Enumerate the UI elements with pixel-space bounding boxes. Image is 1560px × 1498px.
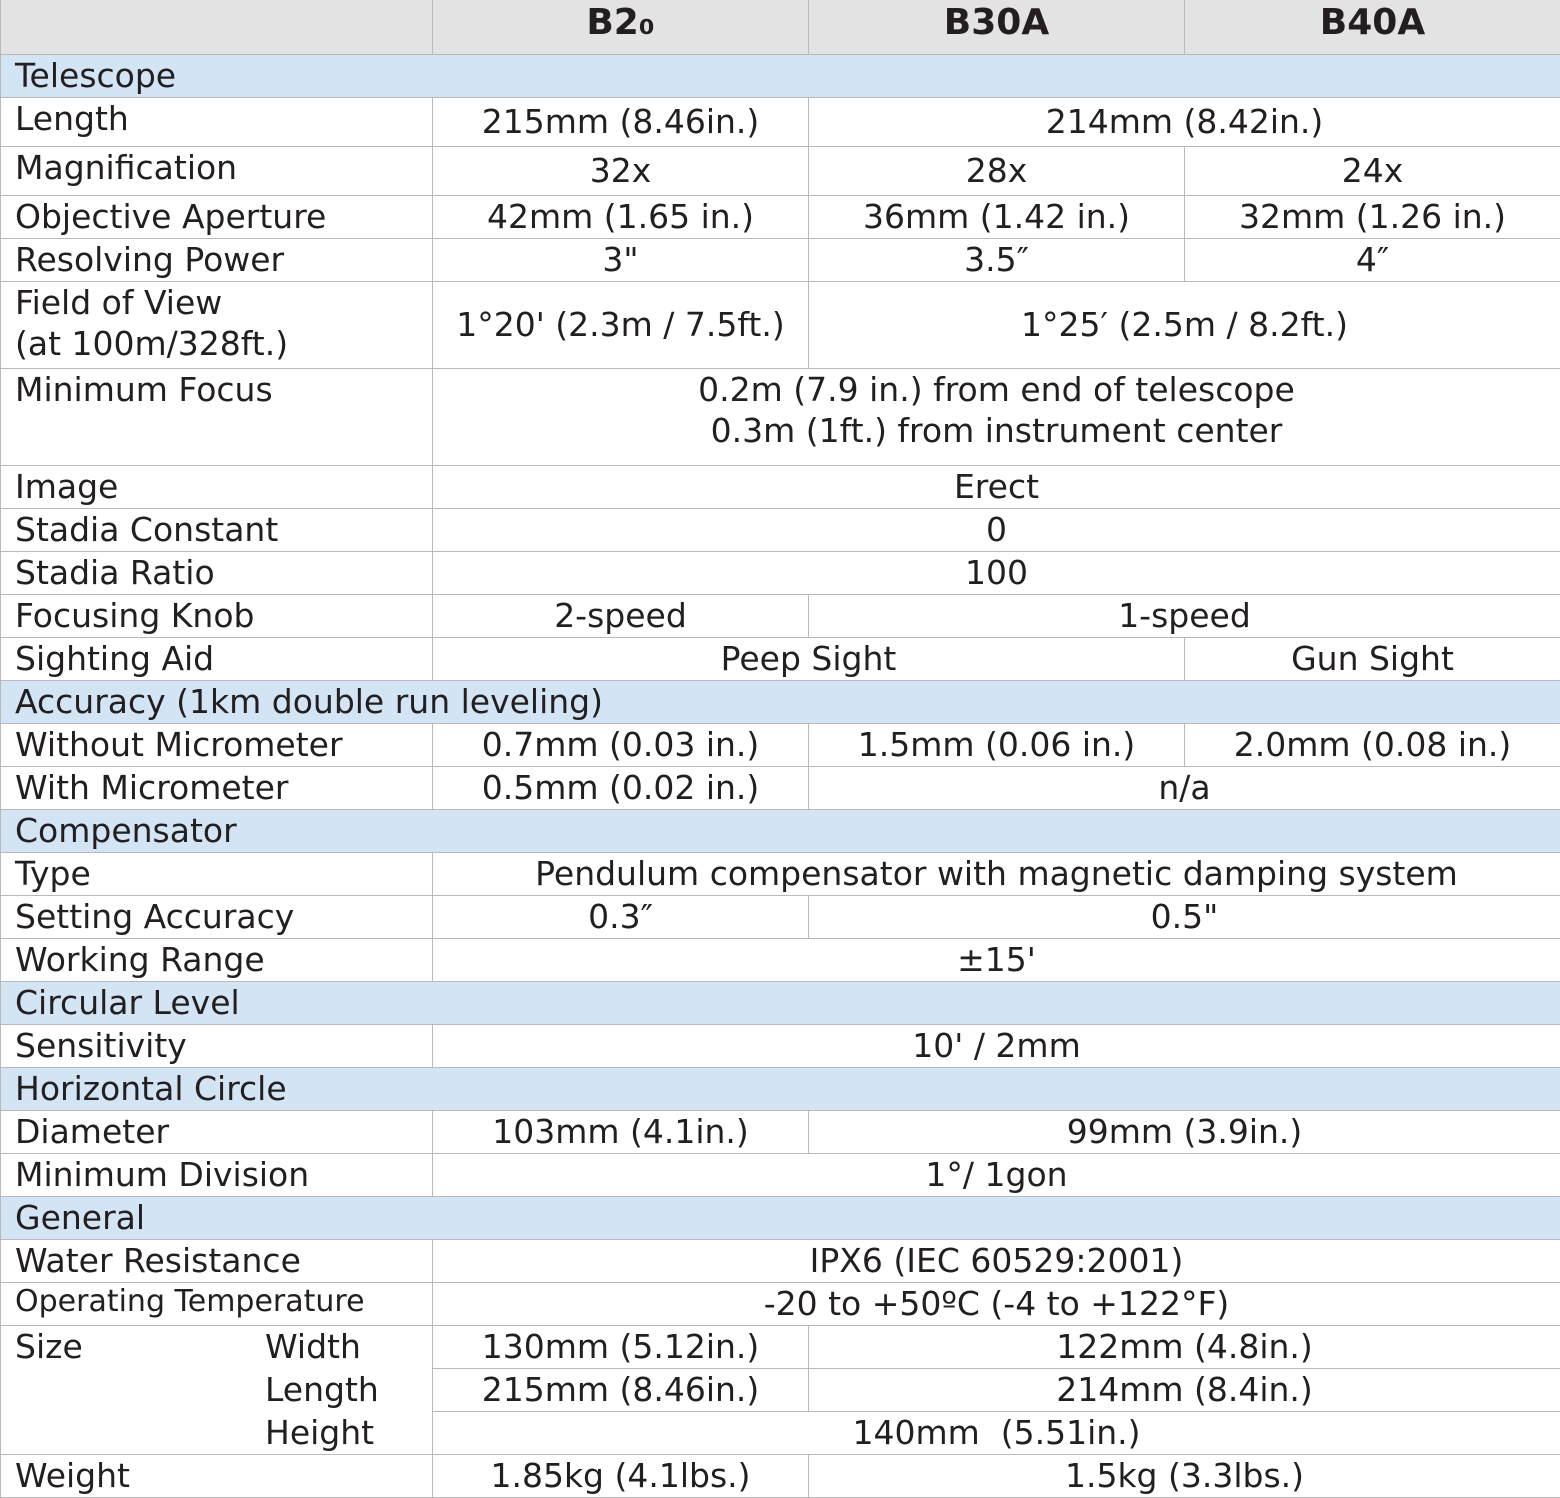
value-b30: 1.5mm (0.06 in.) bbox=[809, 724, 1185, 767]
row-label: Setting Accuracy bbox=[1, 896, 433, 939]
row-label bbox=[1, 1369, 433, 1412]
size-dim-label: Height bbox=[265, 1412, 374, 1453]
row-image bbox=[1, 466, 1560, 509]
value-all: IPX6 (IEC 60529:2001) bbox=[433, 1240, 1560, 1283]
row-minimum-division bbox=[1, 1154, 1560, 1197]
value-b40: 2.0mm (0.08 in.) bbox=[1185, 724, 1560, 767]
row-label: Operating Temperature bbox=[1, 1283, 433, 1326]
value-b40: 4″ bbox=[1185, 239, 1560, 282]
section-title: Accuracy (1km double run leveling) bbox=[1, 681, 1560, 724]
value-b30: 28x bbox=[809, 147, 1185, 196]
value-b40: 32mm (1.26 in.) bbox=[1185, 196, 1560, 239]
row-sighting-aid bbox=[1, 638, 1560, 681]
row-size-width bbox=[1, 1326, 1560, 1369]
row-label: Type bbox=[1, 853, 433, 896]
row-label: Length bbox=[1, 98, 433, 147]
row-field-of-view bbox=[1, 282, 1560, 369]
row-label: Sensitivity bbox=[1, 1025, 433, 1068]
section-circular-level bbox=[1, 982, 1560, 1025]
section-title: General bbox=[1, 1197, 1560, 1240]
header-model-b30a: B30A bbox=[809, 0, 1185, 55]
row-label-line1: Field of View bbox=[15, 282, 432, 323]
row-type bbox=[1, 853, 1560, 896]
section-horizontal-circle bbox=[1, 1068, 1560, 1111]
row-label: Minimum Division bbox=[1, 1154, 433, 1197]
value-all: Pendulum compensator with magnetic damping system bbox=[433, 853, 1560, 896]
value-b30-b40: 0.5" bbox=[809, 896, 1560, 939]
row-label: Weight bbox=[1, 1455, 433, 1498]
row-label: Image bbox=[1, 466, 433, 509]
header-model-b40a: B40A bbox=[1185, 0, 1560, 55]
value-all: 10' / 2mm bbox=[433, 1025, 1560, 1068]
size-label: Size bbox=[15, 1326, 265, 1367]
value-all: 140mm (5.51in.) bbox=[433, 1412, 1560, 1455]
row-label-line2: (at 100m/328ft.) bbox=[15, 323, 432, 364]
value-all: -20 to +50ºC (-4 to +122°F) bbox=[433, 1283, 1560, 1326]
row-label bbox=[1, 1412, 433, 1455]
value-b20-b30: Peep Sight bbox=[433, 638, 1185, 681]
value-b30: 3.5″ bbox=[809, 239, 1185, 282]
value-b20: 215mm (8.46in.) bbox=[433, 1369, 809, 1412]
size-dim-label: Length bbox=[265, 1369, 379, 1410]
row-sensitivity bbox=[1, 1025, 1560, 1068]
row-label: With Micrometer bbox=[1, 767, 433, 810]
row-objective-aperture bbox=[1, 196, 1560, 239]
row-label: Water Resistance bbox=[1, 1240, 433, 1283]
value-all: 1°/ 1gon bbox=[433, 1154, 1560, 1197]
row-label: Focusing Knob bbox=[1, 595, 433, 638]
value-b30-b40: 1.5kg (3.3lbs.) bbox=[809, 1455, 1560, 1498]
value-b20: 1.85kg (4.1lbs.) bbox=[433, 1455, 809, 1498]
row-resolving-power bbox=[1, 239, 1560, 282]
value-b30-b40: 214mm (8.4in.) bbox=[809, 1369, 1560, 1412]
row-label: Stadia Constant bbox=[1, 509, 433, 552]
value-b20: 2-speed bbox=[433, 595, 809, 638]
section-title: Telescope bbox=[1, 55, 1560, 98]
row-label: Magnification bbox=[1, 147, 433, 196]
row-without-micrometer bbox=[1, 724, 1560, 767]
value-b30-b40: 99mm (3.9in.) bbox=[809, 1111, 1560, 1154]
row-working-range bbox=[1, 939, 1560, 982]
row-label: Stadia Ratio bbox=[1, 552, 433, 595]
value-b30-b40: 1-speed bbox=[809, 595, 1560, 638]
value-b30-b40: n/a bbox=[809, 767, 1560, 810]
value-all bbox=[433, 369, 1560, 466]
value-b20: 103mm (4.1in.) bbox=[433, 1111, 809, 1154]
section-general bbox=[1, 1197, 1560, 1240]
row-stadia-constant bbox=[1, 509, 1560, 552]
value-line1: 0.2m (7.9 in.) from end of telescope bbox=[433, 369, 1560, 410]
row-label bbox=[1, 282, 433, 369]
row-size-height bbox=[1, 1412, 1560, 1455]
value-b30-b40: 1°25′ (2.5m / 8.2ft.) bbox=[809, 282, 1560, 369]
value-all: Erect bbox=[433, 466, 1560, 509]
value-b20: 32x bbox=[433, 147, 809, 196]
section-title: Compensator bbox=[1, 810, 1560, 853]
row-length bbox=[1, 98, 1560, 147]
value-b20: 1°20' (2.3m / 7.5ft.) bbox=[433, 282, 809, 369]
value-all: 100 bbox=[433, 552, 1560, 595]
section-telescope bbox=[1, 55, 1560, 98]
row-water-resistance bbox=[1, 1240, 1560, 1283]
value-b40: Gun Sight bbox=[1185, 638, 1560, 681]
row-label: Without Micrometer bbox=[1, 724, 433, 767]
section-compensator bbox=[1, 810, 1560, 853]
value-b20: 0.3″ bbox=[433, 896, 809, 939]
row-with-micrometer bbox=[1, 767, 1560, 810]
row-label: Resolving Power bbox=[1, 239, 433, 282]
row-diameter bbox=[1, 1111, 1560, 1154]
value-b20: 0.7mm (0.03 in.) bbox=[433, 724, 809, 767]
row-operating-temperature bbox=[1, 1283, 1560, 1326]
row-magnification bbox=[1, 147, 1560, 196]
section-accuracy bbox=[1, 681, 1560, 724]
row-stadia-ratio bbox=[1, 552, 1560, 595]
value-b30-b40: 214mm (8.42in.) bbox=[809, 98, 1560, 147]
header-model-b20: B2₀ bbox=[433, 0, 809, 55]
row-weight bbox=[1, 1455, 1560, 1498]
header-corner bbox=[1, 0, 433, 55]
value-b30: 36mm (1.42 in.) bbox=[809, 196, 1185, 239]
row-label: Diameter bbox=[1, 1111, 433, 1154]
value-b20: 3" bbox=[433, 239, 809, 282]
value-b20: 42mm (1.65 in.) bbox=[433, 196, 809, 239]
value-b30-b40: 122mm (4.8in.) bbox=[809, 1326, 1560, 1369]
row-setting-accuracy bbox=[1, 896, 1560, 939]
value-b20: 0.5mm (0.02 in.) bbox=[433, 767, 809, 810]
value-b20: 130mm (5.12in.) bbox=[433, 1326, 809, 1369]
row-size-length bbox=[1, 1369, 1560, 1412]
section-title: Circular Level bbox=[1, 982, 1560, 1025]
row-label: Working Range bbox=[1, 939, 433, 982]
row-label: Sighting Aid bbox=[1, 638, 433, 681]
row-focusing-knob bbox=[1, 595, 1560, 638]
section-title: Horizontal Circle bbox=[1, 1068, 1560, 1111]
row-label bbox=[1, 1326, 433, 1369]
value-line2: 0.3m (1ft.) from instrument center bbox=[433, 410, 1560, 451]
row-label: Objective Aperture bbox=[1, 196, 433, 239]
header-row bbox=[1, 0, 1560, 55]
row-minimum-focus bbox=[1, 369, 1560, 466]
value-b20: 215mm (8.46in.) bbox=[433, 98, 809, 147]
value-b40: 24x bbox=[1185, 147, 1560, 196]
row-label: Minimum Focus bbox=[1, 369, 433, 466]
value-all: 0 bbox=[433, 509, 1560, 552]
value-all: ±15' bbox=[433, 939, 1560, 982]
size-dim-label: Width bbox=[265, 1326, 361, 1367]
